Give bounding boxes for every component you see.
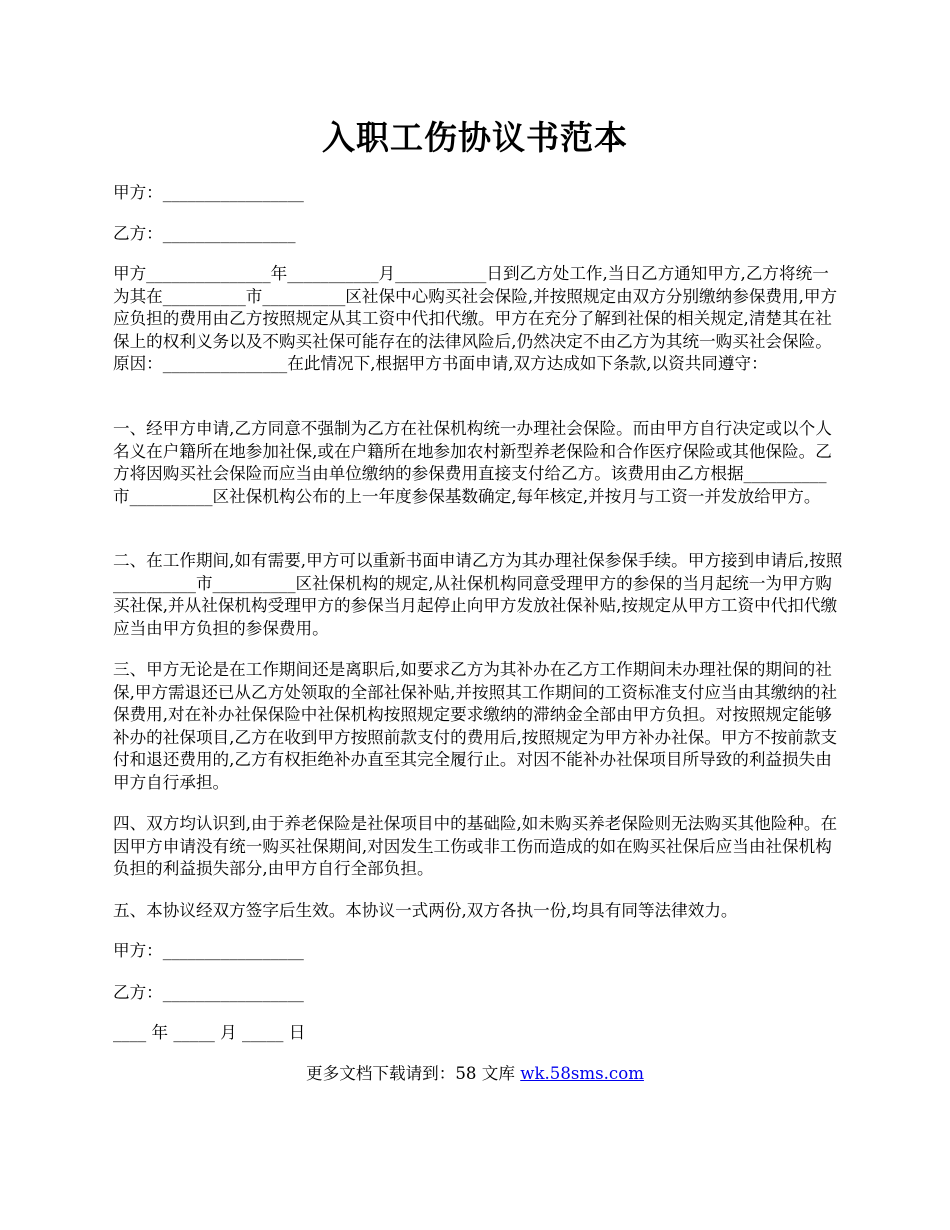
party-b-top-line: 乙方：________________ [113, 224, 296, 243]
document-title: 入职工伤协议书范本 [322, 118, 628, 157]
clause-4-paragraph: 四、双方均认识到,由于养老保险是社保项目中的基础险,如未购买养老保险则无法购买其他险种。在因甲方申请没有统一购买社保期间,对因发生工伤或非工伤而造成的如在购买社保后应当由社保机构负担的利益损失部分,由甲方自行全部负担。 [113, 814, 838, 879]
clause-3-paragraph: 三、甲方无论是在工作期间还是离职后,如要求乙方为其补办在乙方工作期间未办理社保的期间的社保,甲方需退还已从乙方处领取的全部社保补贴,并按照其工作期间的工资标准支付应当由其缴纳的社保费用,对在补办社保保险中社保机构按照规定要求缴纳的滞纳金全部由甲方负担。对按照规定能够补办的社保项目,乙方在收到甲方按照前款支付的费用后,按照规定为甲方补办社保。甲方不按前款支付和退还费用的,乙方有权拒绝补办直至其完全履行止。对因不能补办社保项目所导致的利益损失由甲方自行承担。 [113, 660, 838, 792]
party-a-signature-line: 甲方：_________________ [113, 941, 304, 960]
footer-link[interactable]: wk.58sms.com [520, 1064, 644, 1083]
clause-1-paragraph: 一、经甲方申请,乙方同意不强制为乙方在社保机构统一办理社会保险。而由甲方自行决定或以个人名义在户籍所在地参加社保,或在户籍所在地参加农村新型养老保险和合作医疗保险或其他保险。乙方将因购买社会保险而应当由单位缴纳的参保费用直接支付给乙方。该费用由乙方根据__________市__________区社保机构公布的上一年度参保基数确定,每年核定,并按月与工资一并发放给甲方。 [113, 419, 832, 506]
clause-2-paragraph: 二、在工作期间,如有需要,甲方可以重新书面申请乙方为其办理社保参保手续。甲方接到申请后,按照__________市__________区社保机构的规定,从社保机构同意受理甲方的参保的当月起统一为甲方购买社保,并从社保机构受理甲方的参保当月起停止向甲方发放社保补贴,按规定从甲方工资中代扣代缴应当由甲方负担的参保费用。 [113, 551, 843, 638]
preamble-paragraph: 甲方_______________年___________月___________日到乙方处工作,当日乙方通知甲方,乙方将统一为其在__________市__________区社保中心购买社会保险,并按照规定由双方分别缴纳参保费用,甲方应负担的费用由乙方按照规定从其工资中代扣代缴。甲方在充分了解到社保的相关规定,清楚其在社保上的权利义务以及不购买社保可能存在的法律风险后,仍然决定不由乙方为其统一购买社会保险。原因：_______________在此情况下,根据甲方书面申请,双方达成如下条款,以资共同遵守： [113, 264, 838, 374]
clause-5-paragraph: 五、本协议经双方签字后生效。本协议一式两份,双方各执一份,均具有同等法律效力。 [113, 901, 738, 920]
date-line: ____ 年 _____ 月 _____ 日 [113, 1023, 306, 1042]
footer-text: 更多文档下载请到：58 文库 [306, 1064, 521, 1083]
party-b-signature-line: 乙方：_________________ [113, 983, 304, 1002]
footer [0, 1063, 950, 1085]
party-a-top-line: 甲方：_________________ [113, 183, 304, 202]
